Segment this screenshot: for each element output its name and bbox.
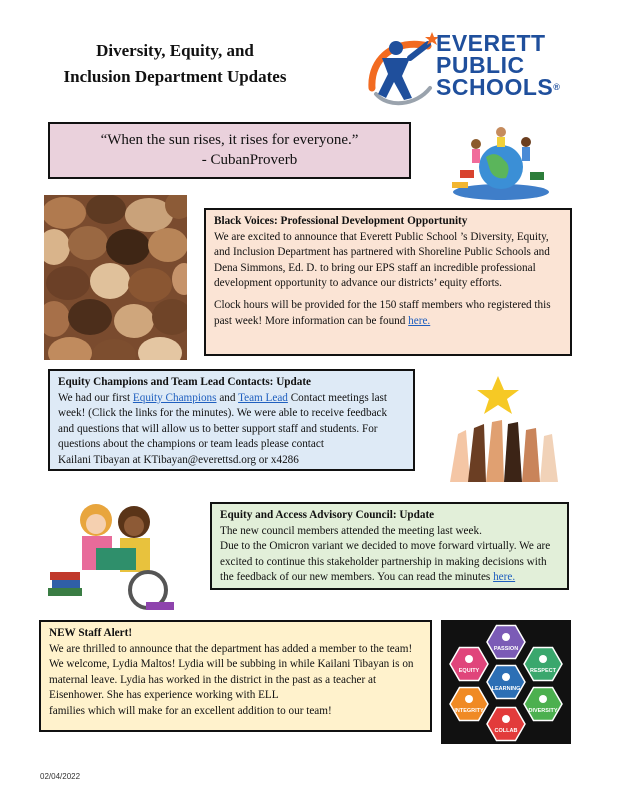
document-date: 02/04/2022 <box>40 772 81 781</box>
black-voices-more-info-link[interactable]: here. <box>408 314 431 327</box>
equity-champions-minutes-link[interactable]: Equity Champions <box>132 391 217 404</box>
team-lead-minutes-link[interactable]: Team Lead <box>238 391 288 404</box>
black-voices-paragraph-1: We are excited to announce that Everett Public School ’s Diversity, Equity, and Inclusion Department has partnered with Shoreline Public Schools and Dena Simmons, Ed. D. to bring our EPS staff an incredible professional development opportunity to advance our districts’ equity efforts. <box>214 230 550 290</box>
quote-text: “When the sun rises, it rises for everyone.” <box>100 132 359 148</box>
value-label: COLLAB <box>494 728 518 734</box>
staff-paragraph-end: families which will make for an excellent addition to our team! <box>49 704 332 717</box>
council-minutes-link[interactable]: here. <box>493 571 516 584</box>
registered-mark: ® <box>553 82 561 92</box>
logo-text-everett: EVERETT <box>436 30 546 56</box>
faces-collage-image <box>44 195 187 360</box>
champions-heading: Equity Champions and Team Lead Contacts: Update <box>58 376 312 388</box>
champions-text-a: We had our first <box>58 391 133 404</box>
value-hexagon-learning <box>487 666 525 699</box>
logo-text-schools: SCHOOLS <box>436 74 554 100</box>
value-hexagon-diversity <box>524 688 562 721</box>
logo-text-public: PUBLIC <box>436 52 525 78</box>
value-hexagon-collab <box>487 708 525 741</box>
value-label: INTEGRITY <box>454 708 484 714</box>
values-hexagon-graphic <box>441 620 571 744</box>
page-title <box>40 38 310 90</box>
value-icon <box>502 715 510 723</box>
quote-attribution: - CubanProverb <box>201 152 298 168</box>
black-voices-heading: Black Voices: Professional Development Opportunity <box>214 215 468 227</box>
champions-contact: Kailani Tibayan at KTibayan@everettsd.org or x4286 <box>58 453 299 466</box>
black-voices-section <box>204 208 572 356</box>
value-icon <box>539 695 547 703</box>
logo-figure-icon <box>366 28 438 110</box>
value-hexagon-equity <box>450 648 488 681</box>
value-label: LEARNING <box>491 686 521 692</box>
value-hexagon-integrity <box>450 688 488 721</box>
champions-text-b: and <box>216 391 239 404</box>
value-label: DIVERSITY <box>528 708 558 714</box>
globe-with-children-illustration <box>446 122 556 202</box>
value-icon <box>502 633 510 641</box>
quote-box <box>48 122 411 179</box>
advisory-council-section <box>210 502 569 590</box>
value-label: EQUITY <box>458 668 480 674</box>
black-voices-paragraph-2 <box>214 298 562 329</box>
value-label: RESPECT <box>530 668 556 674</box>
council-paragraph-text: Due to the Omicron variant we decided to move forward virtually. We are excited to continue this stakeholder partnership in making decisions with the feedback of our new members. You can read the minutes <box>220 540 551 584</box>
value-icon <box>465 655 473 663</box>
new-staff-section <box>39 620 432 732</box>
everett-public-schools-logo <box>366 28 576 110</box>
value-icon <box>539 655 547 663</box>
staff-paragraph: We are thrilled to announce that the department has added a member to the team! We welcome, Lydia Maltos! Lydia will be subbing in while Kailani Tibayan is on maternal leave. Lydia has worked in the district in the past as a teacher at Eisenhower. She has experience working with ELL <box>49 642 414 702</box>
black-voices-paragraph-2-text: Clock hours will be provided for the 150 staff members who registered this past week! More information can be found <box>214 298 551 327</box>
value-hexagon-respect <box>524 648 562 681</box>
council-heading: Equity and Access Advisory Council: Update <box>220 509 435 521</box>
value-icon <box>502 673 510 681</box>
staff-heading: NEW Staff Alert! <box>49 627 133 639</box>
children-reading-books-illustration <box>44 492 184 614</box>
champions-text-c: Contact meetings last week! (Click the links for the minutes). We were able to receive feedback and questions that will allow us to better support staff and students. For questions about the champions or team leads please contact <box>58 391 388 451</box>
equity-champions-section <box>48 369 415 471</box>
value-icon <box>465 695 473 703</box>
title-line-2: Inclusion Department Updates <box>63 67 287 86</box>
council-line-1: The new council members attended the meeting last week. <box>220 524 482 537</box>
council-paragraph <box>220 539 559 586</box>
title-line-1: Diversity, Equity, and <box>96 41 254 60</box>
champions-paragraph <box>58 391 405 453</box>
value-hexagon-passion <box>487 626 525 659</box>
hands-reaching-star-illustration <box>440 372 566 482</box>
value-label: PASSION <box>493 646 519 652</box>
